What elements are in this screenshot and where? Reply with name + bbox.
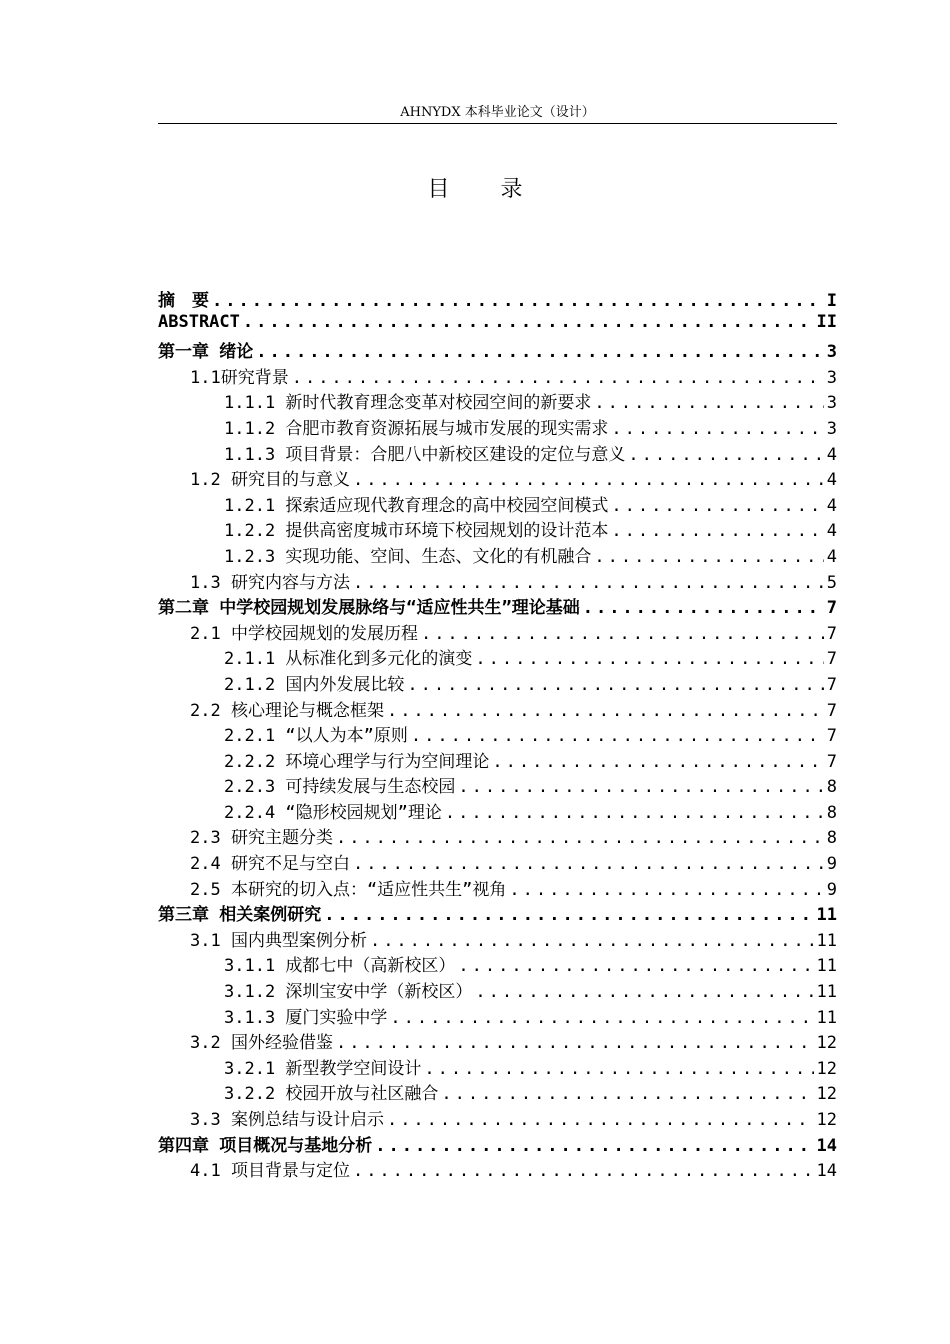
toc-entry-title: 2.2.3 可持续发展与生态校园 [224, 777, 456, 798]
toc-entry-title: 2.2.4 “隐形校园规划”理论 [224, 802, 442, 823]
toc-section-entry[interactable] [158, 465, 837, 491]
toc-entry-title: 2.1.2 国内外发展比较 [224, 674, 405, 695]
toc-dot-leader [583, 598, 824, 618]
toc-section-entry[interactable] [158, 696, 837, 722]
toc-page-number: 3 [826, 418, 837, 439]
toc-entry-title: 3.2.1 新型教学空间设计 [224, 1058, 422, 1079]
toc-dot-leader [509, 880, 823, 900]
toc-page-number: 3 [826, 342, 837, 363]
toc-page-number: 11 [816, 905, 837, 926]
toc-entry-title: 2.3 研究主题分类 [190, 828, 333, 849]
toc-subsection-entry[interactable] [158, 414, 837, 440]
toc-page-number: 8 [826, 828, 837, 849]
toc-entry-title: 3.1.2 深圳宝安中学（新校区） [224, 982, 473, 1003]
toc-subsection-entry[interactable] [158, 542, 837, 568]
toc-dot-leader [424, 1059, 813, 1079]
toc-dot-leader [458, 777, 823, 797]
toc-page-number: 4 [826, 444, 837, 465]
toc-chapter-entry[interactable] [158, 1131, 837, 1157]
toc-page-number: I [826, 291, 837, 311]
toc-entry-title: 第二章 中学校园规划发展脉络与“适应性共生”理论基础 [158, 598, 580, 619]
toc-entry-title: 4.1 项目背景与定位 [190, 1161, 350, 1182]
toc-page-number: 12 [816, 1033, 837, 1054]
toc-entry-title: 2.2.1 “以人为本”原则 [224, 726, 408, 747]
toc-entry-title: 3.2 国外经验借鉴 [190, 1033, 333, 1054]
toc-subsection-entry[interactable] [158, 1054, 837, 1080]
toc-entry-title: 3.1.1 成都七中（高新校区） [224, 956, 456, 977]
toc-entry-title: 1.2.2 提供高密度城市环境下校园规划的设计范本 [224, 521, 609, 542]
table-of-contents [158, 286, 837, 1182]
toc-page-number: II [816, 311, 837, 332]
toc-subsection-entry[interactable] [158, 1079, 837, 1105]
toc-entry-title: 1.2.3 实现功能、空间、生态、文化的有机融合 [224, 546, 592, 567]
toc-entry-title: 3.1.3 厦门实验中学 [224, 1007, 388, 1028]
toc-dot-leader [407, 675, 823, 695]
toc-entry-title: 第一章 绪论 [158, 342, 254, 363]
toc-entry-title: 1.1.1 新时代教育理念变革对校园空间的新要求 [224, 393, 592, 414]
toc-dot-leader [441, 1084, 813, 1104]
page-header: AHNYDX 本科毕业论文（设计） [400, 105, 595, 120]
toc-dot-leader [336, 828, 824, 848]
toc-page-number: 3 [826, 393, 837, 414]
toc-entry-title: 第四章 项目概况与基地分析 [158, 1135, 373, 1156]
toc-dot-leader [475, 649, 823, 669]
toc-dot-leader [594, 393, 823, 413]
toc-entry-title: 3.2.2 校园开放与社区融合 [224, 1084, 439, 1105]
toc-page-number: 8 [826, 777, 837, 798]
toc-dot-leader [353, 573, 824, 593]
toc-dot-leader [212, 291, 824, 311]
toc-subsection-entry[interactable] [158, 721, 837, 747]
toc-entry-title: 1.1.2 合肥市教育资源拓展与城市发展的现实需求 [224, 418, 609, 439]
toc-page-number: 14 [816, 1161, 837, 1182]
toc-entry-title: 1.1.3 项目背景：合肥八中新校区建设的定位与意义 [224, 444, 626, 465]
toc-entry-title: 1.2.1 探索适应现代教育理念的高中校园空间模式 [224, 495, 609, 516]
toc-dot-leader [492, 752, 823, 772]
toc-page-number: 4 [826, 470, 837, 491]
toc-chapter-entry[interactable] [158, 900, 837, 926]
toc-section-entry[interactable] [158, 1105, 837, 1131]
toc-entry-title: 1.1研究背景 [190, 367, 289, 388]
toc-entry-title: 2.5 本研究的切入点：“适应性共生”视角 [190, 879, 507, 900]
toc-entry-title: 2.2 核心理论与概念框架 [190, 700, 384, 721]
toc-subsection-entry[interactable] [158, 798, 837, 824]
toc-dot-leader [353, 470, 824, 490]
toc-subsection-entry[interactable] [158, 951, 837, 977]
toc-title: 目 录 [427, 177, 545, 202]
toc-dot-leader [353, 1161, 814, 1181]
toc-section-entry[interactable] [158, 926, 837, 952]
toc-page-number: 4 [826, 495, 837, 516]
toc-page-number: 12 [816, 1110, 837, 1130]
toc-section-entry[interactable] [158, 823, 837, 849]
toc-dot-leader [387, 1110, 814, 1130]
toc-dot-leader [421, 624, 824, 644]
toc-subsection-entry[interactable] [158, 1003, 837, 1029]
toc-section-entry[interactable] [158, 849, 837, 875]
toc-subsection-entry[interactable] [158, 491, 837, 517]
toc-chapter-entry[interactable] [158, 337, 837, 363]
toc-section-entry[interactable] [158, 619, 837, 645]
toc-page-number: 11 [816, 1007, 837, 1028]
header-rule [158, 123, 837, 124]
toc-page-number: 14 [816, 1135, 837, 1156]
toc-page-number: 5 [826, 572, 837, 593]
toc-dot-leader [445, 803, 824, 823]
toc-subsection-entry[interactable] [158, 644, 837, 670]
toc-section-entry[interactable] [158, 1156, 837, 1182]
toc-dot-leader [375, 1136, 813, 1156]
toc-page-number: 4 [826, 546, 837, 567]
toc-page-number: 11 [816, 982, 837, 1003]
toc-entry-title: 2.2.2 环境心理学与行为空间理论 [224, 751, 490, 772]
toc-entry-title: 3.1 国内典型案例分析 [190, 930, 367, 951]
toc-entry-title: 2.4 研究不足与空白 [190, 854, 350, 875]
toc-dot-leader [458, 956, 813, 976]
toc-entry-title: 1.3 研究内容与方法 [190, 572, 350, 593]
toc-dot-leader [256, 342, 824, 362]
toc-subsection-entry[interactable] [158, 440, 837, 466]
toc-dot-leader [292, 368, 824, 388]
toc-entry-title: 摘 要 [158, 291, 209, 311]
toc-chapter-entry[interactable] [158, 286, 837, 312]
toc-page-number: 7 [826, 700, 837, 721]
toc-entry-title: 3.3 案例总结与设计启示 [190, 1110, 384, 1130]
toc-page-number: 7 [826, 623, 837, 644]
toc-page-number: 12 [816, 1058, 837, 1079]
toc-dot-leader [475, 982, 813, 1002]
toc-page-number: 12 [816, 1084, 837, 1105]
toc-page-number: 9 [826, 879, 837, 900]
toc-dot-leader [594, 547, 823, 567]
toc-page-number: 9 [826, 854, 837, 875]
toc-page-number: 8 [826, 802, 837, 823]
toc-section-entry[interactable] [158, 363, 837, 389]
toc-chapter-entry[interactable] [158, 312, 837, 338]
toc-subsection-entry[interactable] [158, 747, 837, 773]
toc-subsection-entry[interactable] [158, 772, 837, 798]
toc-section-entry[interactable] [158, 1028, 837, 1054]
toc-subsection-entry[interactable] [158, 388, 837, 414]
toc-entry-title: ABSTRACT [158, 311, 240, 332]
toc-page-number: 7 [826, 598, 837, 619]
toc-entry-title: 2.1.1 从标准化到多元化的演变 [224, 649, 473, 670]
toc-entry-title: 2.1 中学校园规划的发展历程 [190, 623, 418, 644]
toc-page-number: 7 [826, 751, 837, 772]
toc-page-number: 7 [826, 726, 837, 747]
toc-entry-title: 第三章 相关案例研究 [158, 905, 322, 926]
toc-subsection-entry[interactable] [158, 670, 837, 696]
toc-subsection-entry[interactable] [158, 977, 837, 1003]
toc-dot-leader [611, 419, 823, 439]
toc-entry-title: 1.2 研究目的与意义 [190, 470, 350, 491]
toc-page-number: 3 [826, 367, 837, 388]
toc-page-number: 7 [826, 649, 837, 670]
toc-page-number: 11 [816, 930, 837, 951]
toc-subsection-entry[interactable] [158, 516, 837, 542]
toc-dot-leader [611, 496, 823, 516]
toc-dot-leader [411, 726, 824, 746]
toc-dot-leader [336, 1033, 814, 1053]
toc-dot-leader [370, 931, 814, 951]
toc-dot-leader [243, 312, 814, 332]
toc-dot-leader [387, 701, 824, 721]
toc-dot-leader [353, 854, 824, 874]
toc-dot-leader [324, 905, 813, 925]
toc-page-number: 7 [826, 674, 837, 695]
toc-section-entry[interactable] [158, 568, 837, 594]
toc-chapter-entry[interactable] [158, 593, 837, 619]
toc-page-number: 4 [826, 521, 837, 542]
toc-section-entry[interactable] [158, 875, 837, 901]
toc-dot-leader [390, 1008, 813, 1028]
toc-dot-leader [611, 521, 823, 541]
toc-page-number: 11 [816, 956, 837, 977]
toc-dot-leader [628, 445, 823, 465]
